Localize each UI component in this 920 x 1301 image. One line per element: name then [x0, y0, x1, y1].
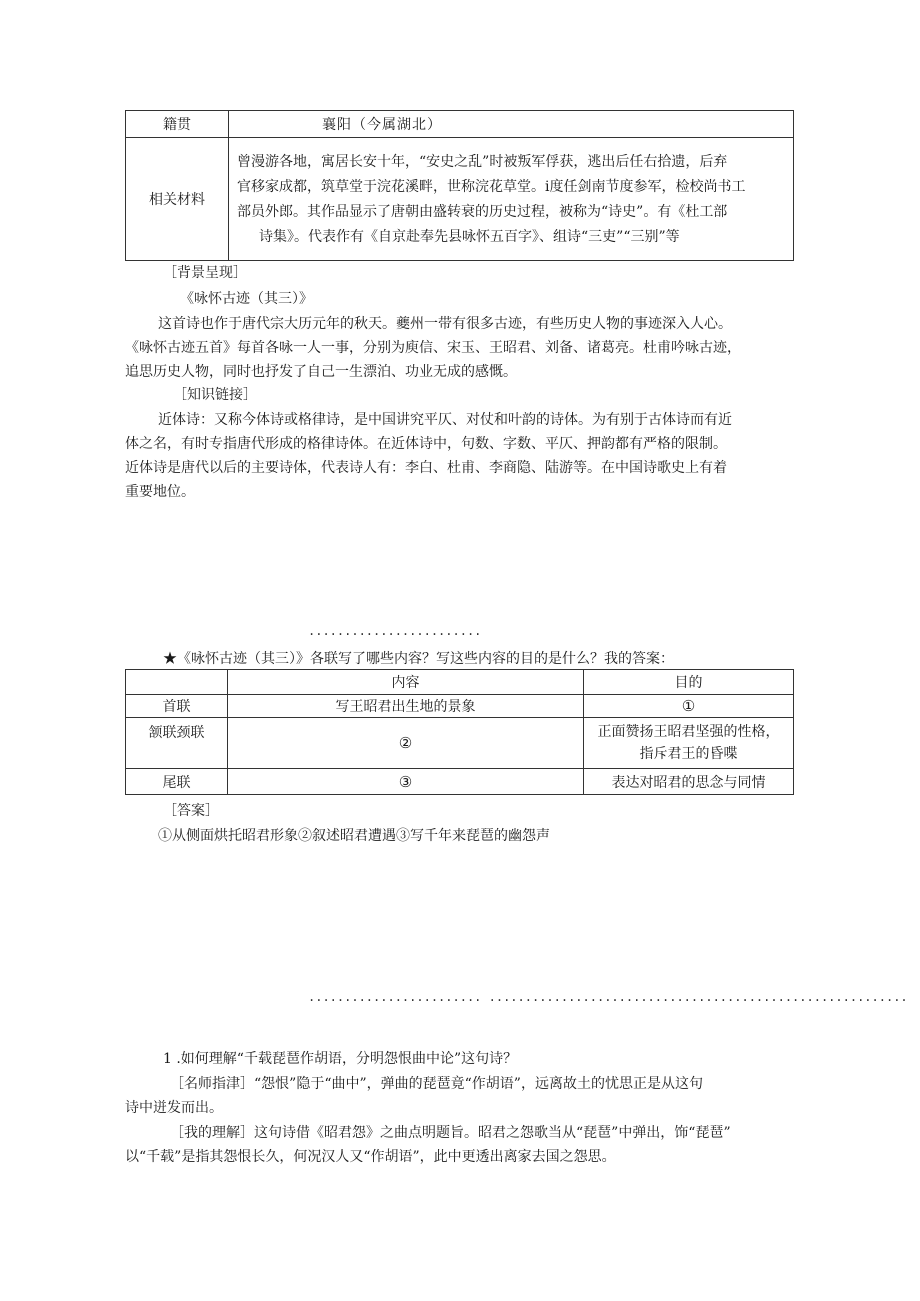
my-understanding-line: ［我的理解］这句诗借《昭君怨》之曲点明题旨。昭君之怨歌当从“琵琶”中弹出，饰“琵琶”	[170, 1125, 731, 1141]
question-1-title: 1 .如何理解“千载琵琶作胡语，分明怨恨曲中论”这句诗？	[163, 1051, 518, 1067]
background-subtitle: 《咏怀古迹（其三）》	[180, 291, 313, 307]
materials-line: 部员外郎。其作品显示了唐朝由盛转衰的历史过程，被称为“诗史”。有《杜工部	[237, 204, 728, 220]
row-content-blank: ③	[228, 769, 584, 795]
row-label: 尾联	[126, 769, 228, 795]
answer-heading: ［答案］	[163, 803, 219, 819]
purpose-line: 正面赞扬王昭君坚强的性格，	[597, 724, 780, 740]
native-place-value: 襄阳（今属湖北）	[229, 111, 794, 138]
background-heading: ［背景呈现］	[163, 265, 247, 281]
knowledge-line: 近体诗是唐代以后的主要诗体，代表诗人有：李白、杜甫、李商隐、陆游等。在中国诗歌史上有着	[125, 460, 727, 476]
couplet-table	[125, 669, 794, 795]
teacher-tip-line: ［名师指津］“怨恨”隐于“曲中”，弹曲的琵琶竟“作胡语”，远离故土的忧思正是从这句	[170, 1076, 703, 1092]
table-row	[126, 138, 794, 261]
author-info-table	[125, 110, 794, 261]
header-cell	[126, 670, 228, 695]
teacher-tip-line: 诗中迸发而出。	[125, 1100, 223, 1116]
table-row	[126, 111, 794, 138]
materials-line: 曾漫游各地，寓居长安十年，“安史之乱”时被叛军俘获，逃出后任右拾遗，后弃	[237, 154, 728, 170]
native-place-label: 籍贯	[126, 111, 229, 138]
background-line: 追思历史人物，同时也抒发了自己一生漂泊、功业无成的感慨。	[125, 364, 517, 380]
table-header-row	[126, 670, 794, 695]
table-row	[126, 769, 794, 795]
materials-label: 相关材料	[126, 138, 229, 261]
row-content-blank: ②	[228, 718, 584, 769]
my-understanding-line: 以“千载”是指其怨恨长久，何况汉人又“作胡语”，此中更透出离家去国之怨思。	[125, 1149, 616, 1165]
row-purpose: 表达对昭君的思念与同情	[584, 769, 794, 795]
row-purpose	[584, 718, 794, 769]
table-row	[126, 718, 794, 769]
dotted-separator: ........................ ..........................................................	[308, 990, 908, 1004]
materials-line: 官移家成都，筑草堂于浣花溪畔，世称浣花草堂。i度任剑南节度参军，检校尚书工	[237, 179, 746, 195]
knowledge-line: 重要地位。	[125, 484, 195, 500]
row-label: 颔联颈联	[126, 718, 228, 769]
knowledge-line: 体之名，有时专指唐代形成的格律诗体。在近体诗中，句数、字数、平仄、押韵都有严格的限制。	[125, 436, 727, 452]
materials-text	[229, 138, 794, 261]
row-purpose-blank: ①	[584, 695, 794, 718]
background-line: 《咏怀古迹五首》每首各咏一人一事，分别为庾信、宋玉、王昭君、刘备、诸葛亮。杜甫吟咏古迹，	[125, 340, 741, 356]
knowledge-heading: ［知识链接］	[173, 387, 257, 403]
row-label: 首联	[126, 695, 228, 718]
purpose-line: 指斥君王的昏喋	[639, 746, 738, 762]
header-cell: 内容	[228, 670, 584, 695]
row-content: 写王昭君出生地的景象	[228, 695, 584, 718]
dotted-separator: ........................	[308, 624, 482, 638]
table-row	[126, 695, 794, 718]
materials-line: 诗集》。代表作有《自京赴奉先县咏怀五百字》、组诗“三吏”“三别”等	[259, 229, 680, 245]
question-text: ★《咏怀古迹（其三）》各联写了哪些内容？写这些内容的目的是什么？我的答案：	[163, 651, 674, 667]
header-cell: 目的	[584, 670, 794, 695]
answer-text: ①从侧面烘托昭君形象②叙述昭君遭遇③写千年来琵琶的幽怨声	[158, 828, 550, 844]
background-line: 这首诗也作于唐代宗大历元年的秋天。夔州一带有很多古迹，有些历史人物的事迹深入人心。	[158, 316, 732, 332]
knowledge-line: 近体诗：又称今体诗或格律诗，是中国讲究平仄、对仗和叶韵的诗体。为有别于古体诗而有近	[158, 412, 732, 428]
